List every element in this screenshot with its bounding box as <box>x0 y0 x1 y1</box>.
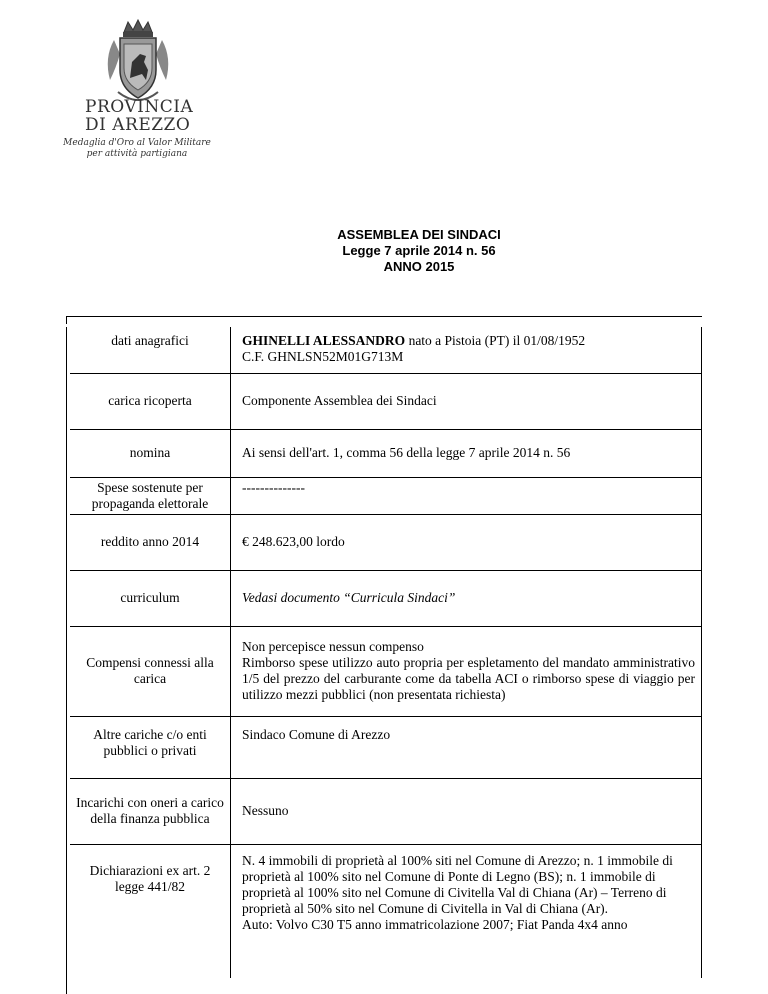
title-line3: ANNO 2015 <box>383 259 455 274</box>
incarichi-label-line1: Incarichi con oneri a carico <box>76 795 224 810</box>
dichiarazioni-line2: Auto: Volvo C30 T5 anno immatricolazione 2007; Fiat Panda 4x4 anno <box>242 916 628 932</box>
crest-icon <box>100 18 176 106</box>
compensi-line1: Non percepisce nessun compenso <box>242 639 424 654</box>
compensi-line2: Rimborso spese utilizzo auto propria per espletamento del mandato amministrativo 1/5 del prezzo del carburante come da tabella ACI o rimborso spese di viaggio per utilizzo mezzi pubblici (non presentata richiesta) <box>242 655 695 702</box>
motto-line1: Medaglia d'Oro al Valor Militare <box>63 138 211 148</box>
row-value: Nessuno <box>231 778 702 844</box>
table-row <box>70 327 702 373</box>
row-label: Altre cariche c/o enti pubblici o privati <box>70 716 231 778</box>
row-label: curriculum <box>70 570 231 626</box>
org-motto <box>62 138 212 160</box>
info-table <box>70 327 702 978</box>
birth-info: nato a Pistoia (PT) il 01/08/1952 <box>405 333 586 348</box>
table-top-tick <box>66 316 67 324</box>
row-value: -------------- <box>231 477 702 514</box>
row-label: reddito anno 2014 <box>70 514 231 570</box>
row-value <box>231 844 702 978</box>
table-row <box>70 429 702 477</box>
title-line2: Legge 7 aprile 2014 n. 56 <box>342 243 496 258</box>
row-value: Ai sensi dell'art. 1, comma 56 della legge 7 aprile 2014 n. 56 <box>231 429 702 477</box>
row-label <box>70 778 231 844</box>
table-top-border <box>66 316 702 317</box>
row-label: dati anagrafici <box>70 327 231 373</box>
motto-line2: per attività partigiana <box>86 149 188 159</box>
table-left-border <box>66 327 67 994</box>
tax-code: C.F. GHNLSN52M01G713M <box>242 349 404 364</box>
row-value <box>231 327 702 373</box>
row-value: Componente Assemblea dei Sindaci <box>231 373 702 429</box>
table-row <box>70 570 702 626</box>
row-value: Sindaco Comune di Arezzo <box>231 716 702 778</box>
row-value: € 248.623,00 lordo <box>231 514 702 570</box>
row-label: nomina <box>70 429 231 477</box>
row-label: Spese sostenute per propaganda elettorale <box>70 477 231 514</box>
row-value <box>231 626 702 716</box>
table-row <box>70 626 702 716</box>
table-row <box>70 844 702 978</box>
dichiarazioni-line1: N. 4 immobili di proprietà al 100% siti nel Comune di Arezzo; n. 1 immobile di proprietà al 100% sito nel Comune di Ponte di Legno (BS); n. 1 immobile di proprietà al 100% sito nel Comune di Civitella Val di Chiana (Ar) – Terreno di proprietà al 50% sito nel Comune di Civitella in Val di Chiana (Ar). <box>242 852 673 916</box>
person-name: GHINELLI ALESSANDRO <box>242 333 406 348</box>
org-name <box>85 98 193 134</box>
title-line1: ASSEMBLEA DEI SINDACI <box>337 227 501 242</box>
table-row <box>70 477 702 514</box>
table-row <box>70 778 702 844</box>
row-label: Dichiarazioni ex art. 2 legge 441/82 <box>70 844 231 978</box>
org-name-line1: PROVINCIA <box>85 97 194 117</box>
org-name-line2: DI AREZZO <box>85 115 191 135</box>
table-row <box>70 514 702 570</box>
table-row <box>70 716 702 778</box>
row-value: Vedasi documento “Curricula Sindaci” <box>231 570 702 626</box>
row-label: carica ricoperta <box>70 373 231 429</box>
row-label: Compensi connessi alla carica <box>70 626 231 716</box>
table-row <box>70 373 702 429</box>
incarichi-label-line2: della finanza pubblica <box>90 811 210 826</box>
document-title <box>0 227 768 275</box>
